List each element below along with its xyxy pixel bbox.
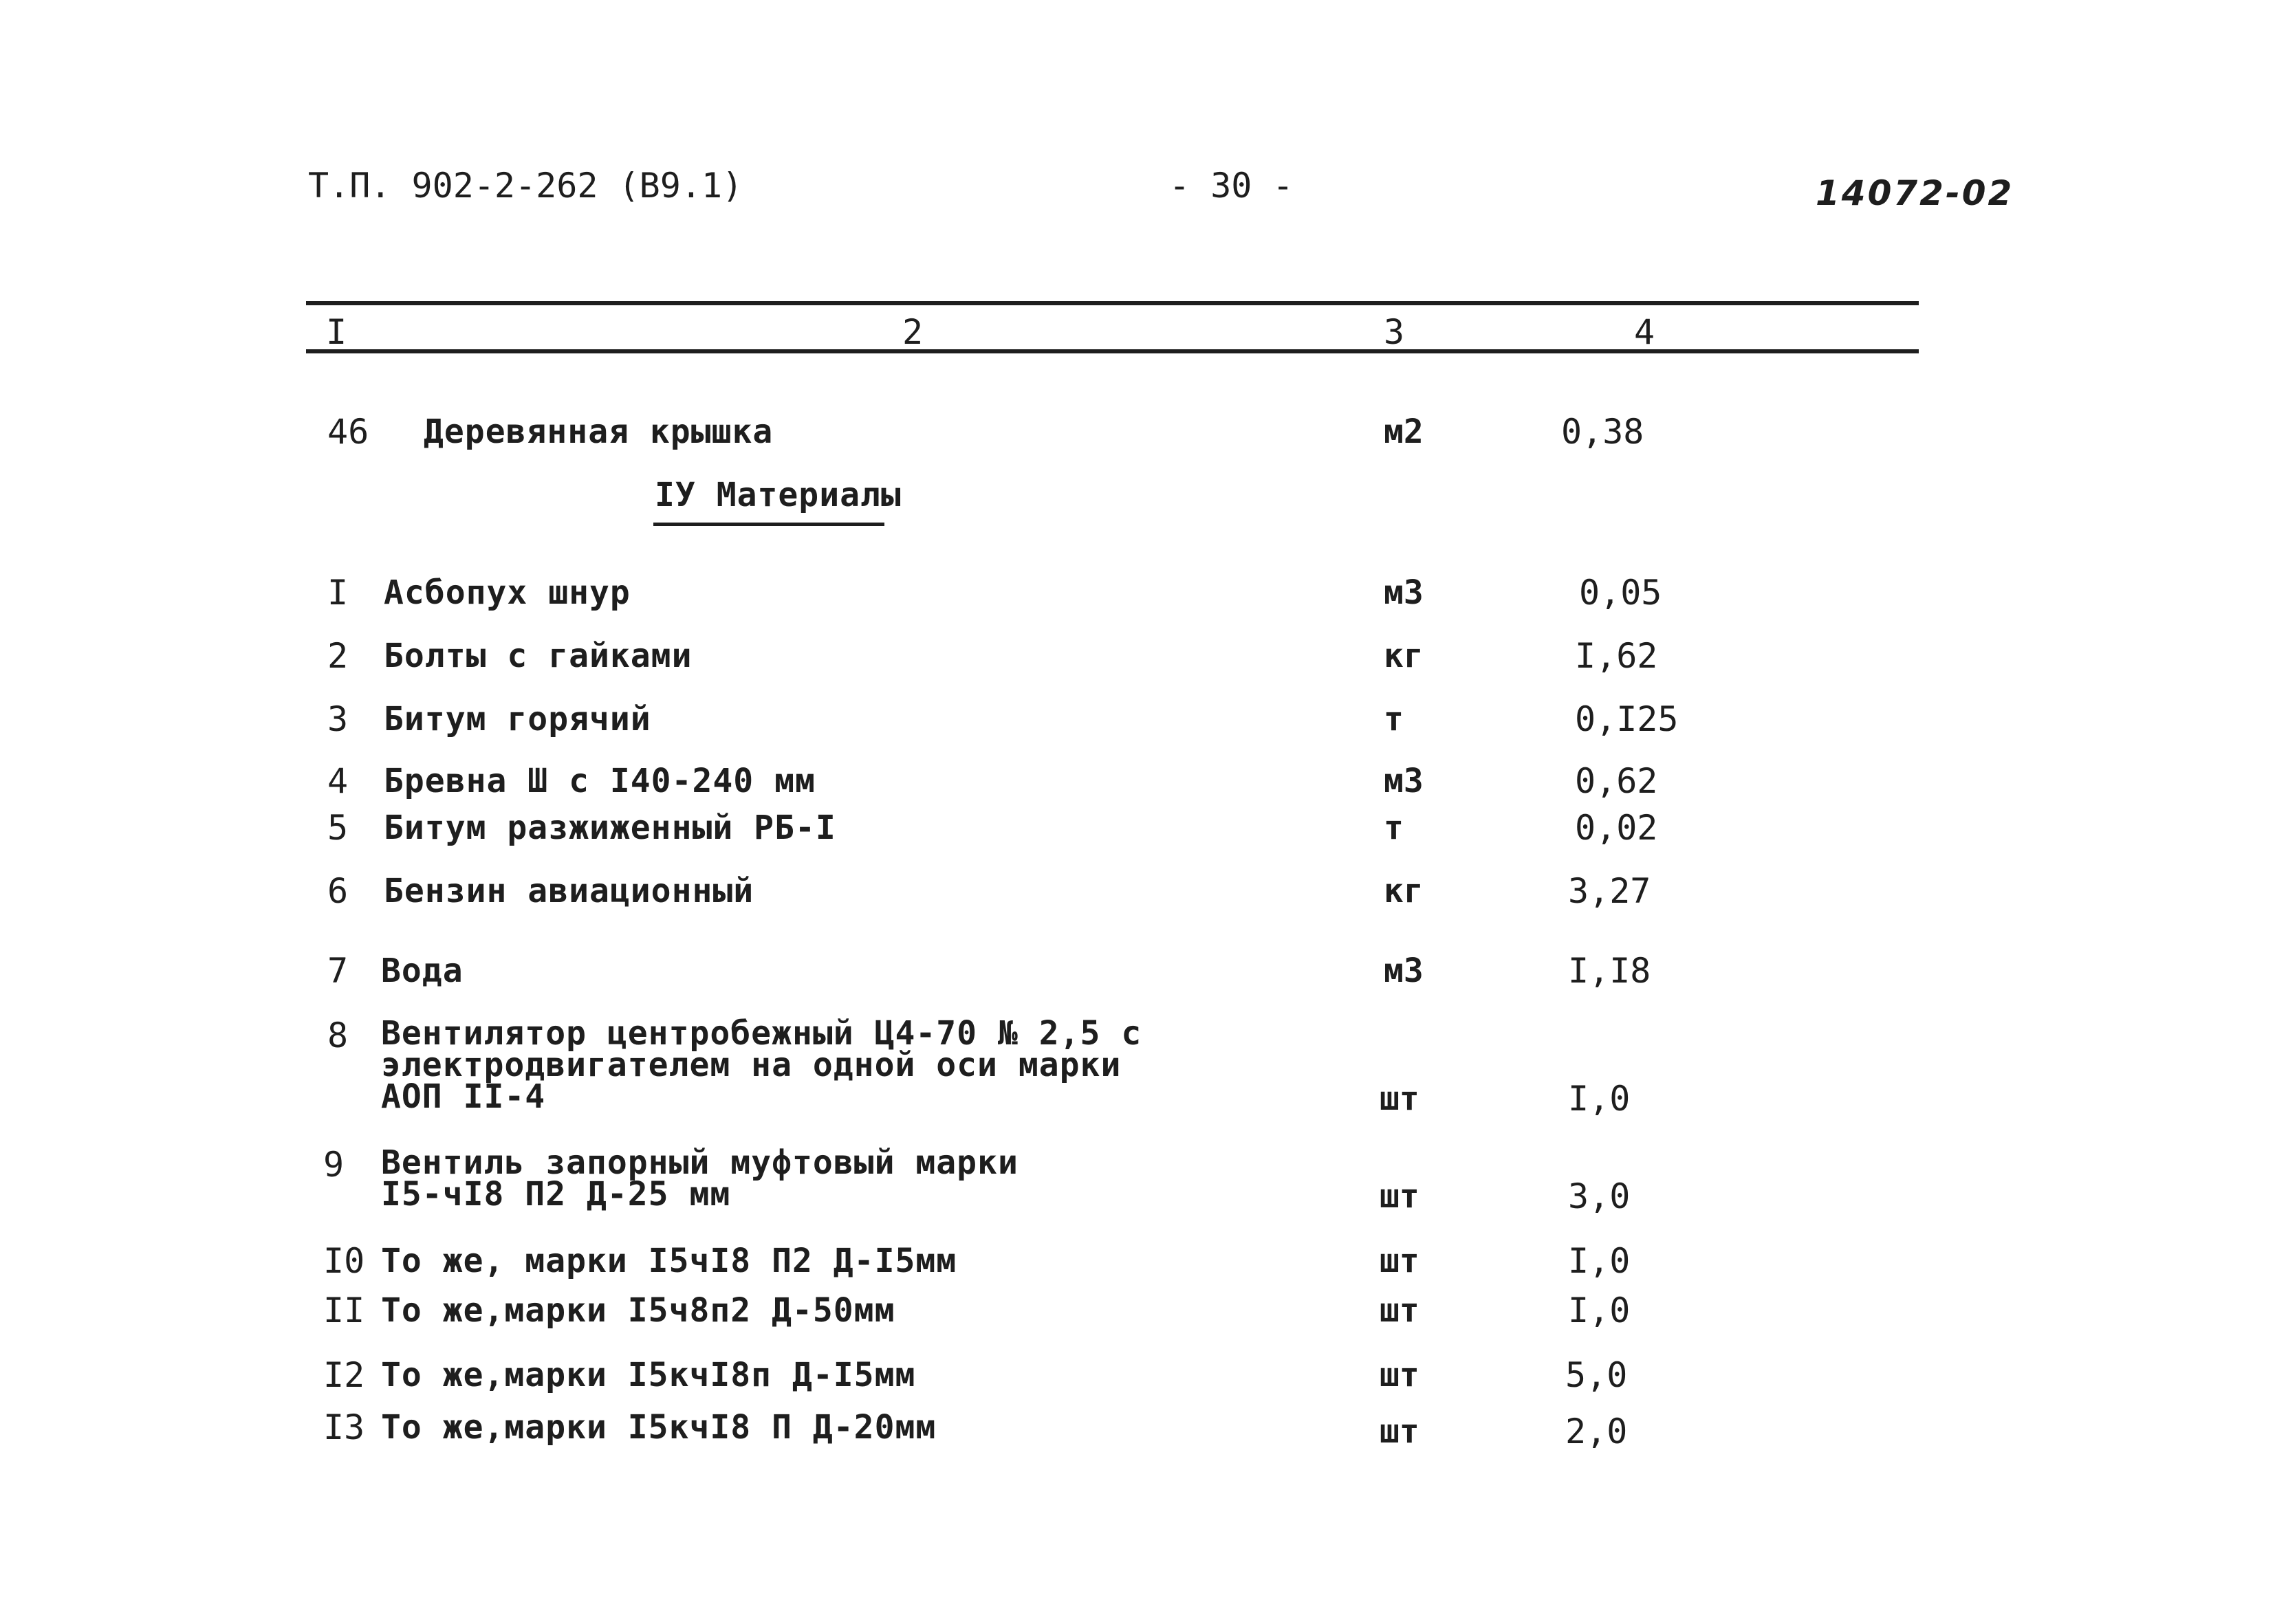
document-code: Т.П. 902-2-262 (В9.1) [308, 166, 743, 206]
row-unit: кг [1384, 637, 1424, 675]
page-number: - 30 - [1169, 166, 1294, 206]
row-quantity: 3,0 [1568, 1176, 1631, 1216]
row-unit: т [1384, 700, 1404, 738]
row-quantity: 0,62 [1575, 761, 1658, 801]
row-description: Деревянная крышка [424, 413, 774, 451]
row-description: Бензин авиационный [384, 872, 754, 910]
row-description: Вентиль запорный муфтовый марки I5-чI8 П2 Д-25 мм [381, 1143, 1019, 1214]
row-number: 3 [327, 699, 349, 739]
row-unit: шт [1380, 1356, 1419, 1394]
sheet-code: 14072-02 [1816, 173, 2014, 213]
row-quantity: I,I8 [1568, 951, 1651, 991]
column-header-2: 2 [902, 312, 924, 352]
row-description: Вода [381, 952, 464, 990]
row-unit: кг [1384, 872, 1424, 910]
row-description: Асбопух шнур [384, 573, 631, 612]
row-number: 4 [327, 761, 349, 801]
row-number: I3 [323, 1407, 365, 1447]
row-description: Бревна Ш с I40-240 мм [384, 762, 816, 800]
table-header-bottom-rule [306, 349, 1919, 353]
row-description: Битум горячий [384, 700, 651, 738]
row-number: 6 [327, 871, 349, 911]
row-quantity: 3,27 [1568, 871, 1651, 911]
row-unit: м3 [1384, 762, 1424, 800]
row-description: То же,марки I5кчI8п Д-I5мм [381, 1356, 916, 1394]
row-description: Битум разжиженный РБ-I [384, 809, 836, 847]
row-description: Вентилятор центробежный Ц4-70 № 2,5 с электродвигателем на одной оси марки АОП II-4 [381, 1014, 1142, 1116]
row-quantity: I,62 [1575, 636, 1658, 676]
row-unit: шт [1380, 1242, 1419, 1280]
row-quantity: 0,I25 [1575, 699, 1679, 739]
section-title: IУ Материалы [655, 476, 902, 514]
row-number: 46 [327, 412, 369, 452]
row-number: 7 [327, 951, 349, 991]
row-quantity: I,0 [1568, 1291, 1631, 1330]
row-quantity: I,0 [1568, 1241, 1631, 1281]
row-number: I2 [323, 1355, 365, 1395]
row-unit: шт [1380, 1177, 1419, 1216]
row-number: 5 [327, 808, 349, 848]
row-quantity: 0,02 [1575, 808, 1658, 848]
row-unit: м2 [1384, 413, 1424, 451]
row-unit: шт [1380, 1412, 1419, 1451]
row-quantity: 5,0 [1565, 1355, 1628, 1395]
column-header-4: 4 [1634, 312, 1655, 352]
row-number: I0 [323, 1241, 365, 1281]
row-quantity: 0,38 [1561, 412, 1644, 452]
table-top-rule [306, 301, 1919, 305]
row-number: 8 [327, 1016, 349, 1055]
row-description: То же,марки I5кчI8 П Д-20мм [381, 1408, 937, 1447]
row-number: II [323, 1291, 365, 1330]
row-number: 2 [327, 636, 349, 676]
row-description: То же,марки I5ч8п2 Д-50мм [381, 1291, 895, 1330]
row-number: 9 [323, 1145, 345, 1185]
row-description: Болты с гайками [384, 637, 693, 675]
row-unit: шт [1380, 1291, 1419, 1330]
row-unit: т [1384, 809, 1404, 847]
row-number: I [327, 573, 349, 613]
column-header-1: I [326, 312, 347, 352]
row-quantity: 2,0 [1565, 1412, 1628, 1451]
row-unit: шт [1380, 1079, 1419, 1118]
row-unit: м3 [1384, 573, 1424, 612]
row-quantity: I,0 [1568, 1079, 1631, 1119]
row-description: То же, марки I5чI8 П2 Д-I5мм [381, 1242, 957, 1280]
section-title-underline [653, 523, 884, 526]
row-quantity: 0,05 [1579, 573, 1662, 613]
column-header-3: 3 [1384, 312, 1405, 352]
row-unit: м3 [1384, 952, 1424, 990]
